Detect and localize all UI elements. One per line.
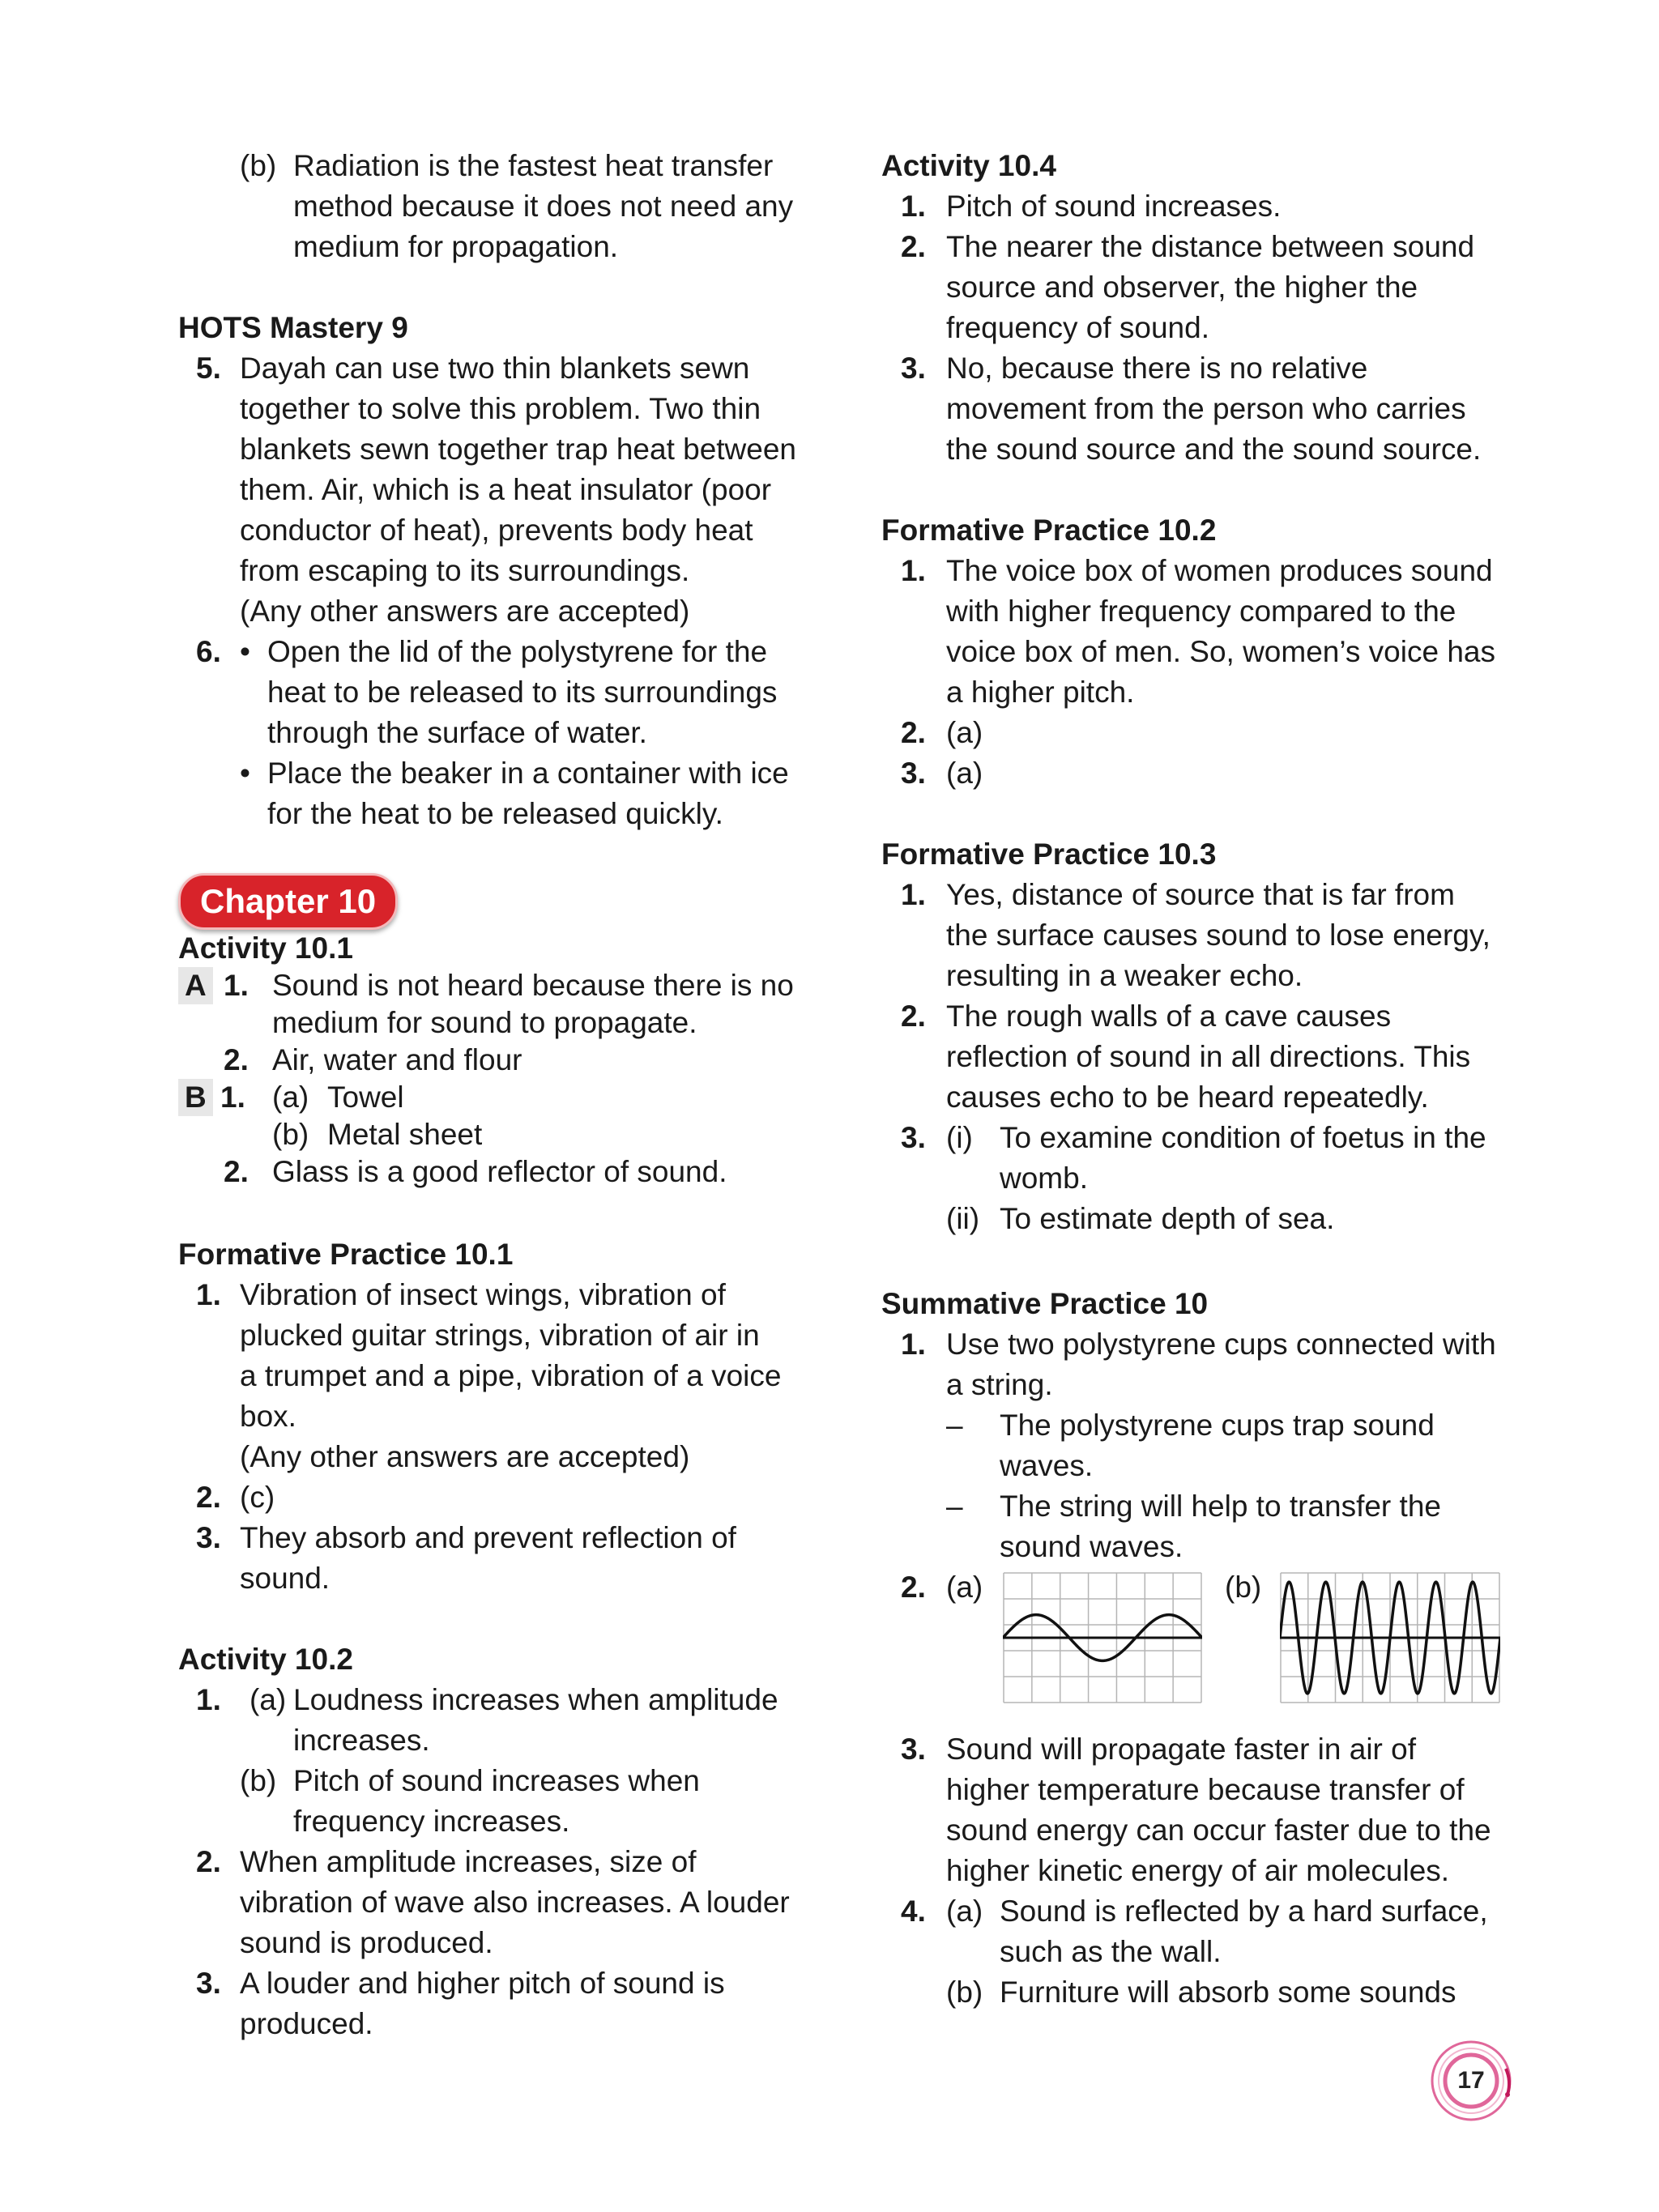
list-item-a1 bbox=[178, 967, 842, 1042]
item-number: 3. bbox=[901, 1121, 926, 1154]
wave-diagram-b bbox=[1280, 1572, 1500, 1703]
text-line: sound is produced. bbox=[240, 1926, 493, 1959]
text-line: A louder and higher pitch of sound is bbox=[240, 1967, 725, 2000]
text-line: movement from the person who carries bbox=[946, 392, 1466, 425]
section-a-chip: A bbox=[178, 967, 213, 1004]
list-item-ac1 bbox=[178, 1680, 842, 1842]
text-line: method because it does not need any bbox=[293, 190, 794, 223]
item-number: 3. bbox=[196, 1521, 221, 1554]
activity-10-2-heading: Activity 10.2 bbox=[178, 1643, 353, 1676]
item-number: 1. bbox=[901, 1328, 926, 1361]
text-line: blankets sewn together trap heat between bbox=[240, 433, 797, 466]
list-item-s1 bbox=[881, 1324, 1529, 1567]
list-item-f2 bbox=[881, 713, 1529, 753]
list-item-ac2 bbox=[178, 1842, 842, 1963]
text-line: the sound source and the sound source. bbox=[946, 433, 1482, 466]
text-line: Glass is a good reflector of sound. bbox=[272, 1155, 727, 1188]
text-line: voice box of men. So, women’s voice has bbox=[946, 635, 1495, 668]
text-line: higher temperature because transfer of bbox=[946, 1773, 1465, 1806]
list-item-fp3 bbox=[178, 1518, 842, 1599]
item-label: (a) bbox=[272, 1080, 309, 1114]
text-line: Yes, distance of source that is far from bbox=[946, 878, 1455, 911]
bullet-icon: • bbox=[240, 635, 250, 668]
text-line: resulting in a weaker echo. bbox=[946, 959, 1303, 992]
item-number: 2. bbox=[196, 1845, 221, 1878]
text-line: No, because there is no relative bbox=[946, 352, 1368, 385]
formative-practice-10-3-heading: Formative Practice 10.3 bbox=[881, 837, 1217, 871]
item-number: 2. bbox=[224, 1043, 249, 1076]
text-line: (a) bbox=[946, 716, 983, 749]
item-label: (b) bbox=[272, 1118, 309, 1151]
text-line: source and observer, the higher the bbox=[946, 271, 1418, 304]
chapter-badge: Chapter 10 bbox=[178, 873, 398, 930]
item-label: (a) bbox=[249, 1683, 287, 1716]
text-line: with higher frequency compared to the bbox=[946, 595, 1456, 628]
left-column bbox=[178, 146, 842, 2044]
summative-practice-10-heading: Summative Practice 10 bbox=[881, 1287, 1209, 1320]
item-number: 2. bbox=[901, 716, 926, 749]
text-line: a string. bbox=[946, 1368, 1053, 1401]
formative-practice-10-2-heading: Formative Practice 10.2 bbox=[881, 514, 1217, 547]
text-line: together to solve this problem. Two thin bbox=[240, 392, 761, 425]
text-line: the surface causes sound to lose energy, bbox=[946, 918, 1491, 952]
text-line: The rough walls of a cave causes bbox=[946, 999, 1392, 1033]
list-item-r3 bbox=[881, 348, 1529, 470]
text-line: sound energy can occur faster due to the bbox=[946, 1813, 1491, 1847]
text-line: Sound will propagate faster in air of bbox=[946, 1733, 1417, 1766]
list-item-g1 bbox=[881, 875, 1529, 996]
text-line: such as the wall. bbox=[1000, 1935, 1222, 1968]
item-label: (b) bbox=[240, 1764, 277, 1797]
item-label: (b) bbox=[1225, 1571, 1262, 1604]
item-label: (a) bbox=[946, 1894, 983, 1928]
item-number: 4. bbox=[901, 1894, 926, 1928]
list-item-r2 bbox=[881, 227, 1529, 348]
item-number: 2. bbox=[901, 230, 926, 263]
text-line: Use two polystyrene cups connected with bbox=[946, 1328, 1496, 1361]
text-line: causes echo to be heard repeatedly. bbox=[946, 1080, 1429, 1114]
wave-diagram-a bbox=[1003, 1572, 1202, 1703]
item-number: 3. bbox=[901, 352, 926, 385]
list-item-q6 bbox=[178, 632, 842, 834]
item-number: 3. bbox=[196, 1967, 221, 2000]
text-line: increases. bbox=[293, 1724, 430, 1757]
item-number: 2. bbox=[901, 999, 926, 1033]
text-line: They absorb and prevent reflection of bbox=[240, 1521, 736, 1554]
list-item-f3 bbox=[881, 753, 1529, 794]
item-number: 1. bbox=[901, 878, 926, 911]
text-line: Air, water and flour bbox=[272, 1043, 522, 1076]
list-item-r1 bbox=[881, 186, 1529, 227]
page-number-badge bbox=[1428, 2038, 1514, 2124]
text-line: (a) bbox=[946, 757, 983, 790]
text-line: Radiation is the fastest heat transfer bbox=[293, 149, 774, 182]
text-line: higher kinetic energy of air molecules. bbox=[946, 1854, 1450, 1887]
text-line: from escaping to its surroundings. bbox=[240, 554, 690, 587]
hots-mastery-heading: HOTS Mastery 9 bbox=[178, 311, 408, 344]
text-line: To estimate depth of sea. bbox=[1000, 1202, 1335, 1235]
item-label: (i) bbox=[946, 1121, 973, 1154]
text-line: medium for propagation. bbox=[293, 230, 619, 263]
item-label: (ii) bbox=[946, 1202, 980, 1235]
section-b-chip: B bbox=[178, 1079, 213, 1116]
formative-practice-10-1-heading: Formative Practice 10.1 bbox=[178, 1238, 514, 1271]
dash-icon: – bbox=[946, 1409, 963, 1442]
item-number: 2. bbox=[196, 1481, 221, 1514]
text-line: (Any other answers are accepted) bbox=[240, 595, 690, 628]
item-number: 3. bbox=[901, 1733, 926, 1766]
text-line: sound waves. bbox=[1000, 1530, 1183, 1563]
item-number: 1. bbox=[901, 554, 926, 587]
list-item-g2 bbox=[881, 996, 1529, 1118]
list-item-b-radiation bbox=[178, 146, 842, 267]
item-number: 1. bbox=[224, 969, 249, 1002]
text-line: for the heat to be released quickly. bbox=[267, 797, 723, 830]
text-line: frequency of sound. bbox=[946, 311, 1209, 344]
item-number: 3. bbox=[901, 757, 926, 790]
text-line: Vibration of insect wings, vibration of bbox=[240, 1278, 726, 1311]
item-number: 6. bbox=[196, 635, 221, 668]
item-number: 5. bbox=[196, 352, 221, 385]
text-line: womb. bbox=[1000, 1161, 1088, 1195]
page-number: 17 bbox=[1457, 2067, 1485, 2094]
text-line: vibration of wave also increases. A louder bbox=[240, 1886, 790, 1919]
text-line: reflection of sound in all directions. This bbox=[946, 1040, 1471, 1073]
item-label: (b) bbox=[946, 1975, 983, 2009]
text-line: Place the beaker in a container with ice bbox=[267, 757, 789, 790]
activity-10-4-heading: Activity 10.4 bbox=[881, 149, 1056, 182]
text-line: When amplitude increases, size of bbox=[240, 1845, 697, 1878]
text-line: a trumpet and a pipe, vibration of a voice bbox=[240, 1359, 782, 1392]
item-number: 1. bbox=[196, 1683, 221, 1716]
text-line: waves. bbox=[1000, 1449, 1094, 1482]
item-label: (a) bbox=[946, 1571, 983, 1604]
activity-10-1-heading: Activity 10.1 bbox=[178, 931, 353, 965]
text-line: medium for sound to propagate. bbox=[272, 1006, 697, 1039]
text-line: through the surface of water. bbox=[267, 716, 647, 749]
text-line: Metal sheet bbox=[327, 1118, 483, 1151]
text-line: The string will help to transfer the bbox=[1000, 1490, 1441, 1523]
list-item-fp1 bbox=[178, 1275, 842, 1477]
item-number: 2. bbox=[901, 1571, 926, 1604]
list-item-b2 bbox=[178, 1153, 842, 1191]
text-line: Open the lid of the polystyrene for the bbox=[267, 635, 768, 668]
item-number: 1. bbox=[901, 190, 926, 223]
text-line: The nearer the distance between sound bbox=[946, 230, 1475, 263]
text-line: sound. bbox=[240, 1562, 331, 1595]
text-line: Dayah can use two thin blankets sewn bbox=[240, 352, 750, 385]
text-line: Pitch of sound increases. bbox=[946, 190, 1282, 223]
text-line: Furniture will absorb some sounds bbox=[1000, 1975, 1456, 2009]
list-item-s2 bbox=[881, 1567, 1529, 1721]
text-line: (Any other answers are accepted) bbox=[240, 1440, 690, 1473]
dash-icon: – bbox=[946, 1490, 963, 1523]
text-line: them. Air, which is a heat insulator (poor bbox=[240, 473, 772, 506]
item-number: 2. bbox=[224, 1155, 249, 1188]
list-item-s3 bbox=[881, 1729, 1529, 1891]
list-item-g3 bbox=[881, 1118, 1529, 1239]
list-item-b1 bbox=[178, 1079, 842, 1153]
item-number: 1. bbox=[220, 1080, 245, 1114]
right-column bbox=[881, 146, 1529, 2013]
text-line: Loudness increases when amplitude bbox=[293, 1683, 778, 1716]
list-item-fp2 bbox=[178, 1477, 842, 1518]
text-line: produced. bbox=[240, 2007, 373, 2040]
list-item-f1 bbox=[881, 551, 1529, 713]
text-line: Sound is not heard because there is no bbox=[272, 969, 794, 1002]
text-line: (c) bbox=[240, 1481, 275, 1514]
text-line: box. bbox=[240, 1400, 296, 1433]
bullet-icon: • bbox=[240, 757, 250, 790]
item-label: (b) bbox=[240, 149, 277, 182]
text-line: Pitch of sound increases when bbox=[293, 1764, 700, 1797]
text-line: a higher pitch. bbox=[946, 676, 1135, 709]
list-item-q5 bbox=[178, 348, 842, 632]
text-line: To examine condition of foetus in the bbox=[1000, 1121, 1486, 1154]
list-item-s4 bbox=[881, 1891, 1529, 2013]
text-line: frequency increases. bbox=[293, 1805, 570, 1838]
text-line: heat to be released to its surroundings bbox=[267, 676, 778, 709]
text-line: Sound is reflected by a hard surface, bbox=[1000, 1894, 1488, 1928]
text-line: conductor of heat), prevents body heat bbox=[240, 514, 753, 547]
list-item-a2 bbox=[178, 1042, 842, 1079]
text-line: plucked guitar strings, vibration of air in bbox=[240, 1319, 760, 1352]
text-line: The polystyrene cups trap sound bbox=[1000, 1409, 1435, 1442]
text-line: The voice box of women produces sound bbox=[946, 554, 1493, 587]
list-item-ac3 bbox=[178, 1963, 842, 2044]
text-line: Towel bbox=[327, 1080, 404, 1114]
item-number: 1. bbox=[196, 1278, 221, 1311]
